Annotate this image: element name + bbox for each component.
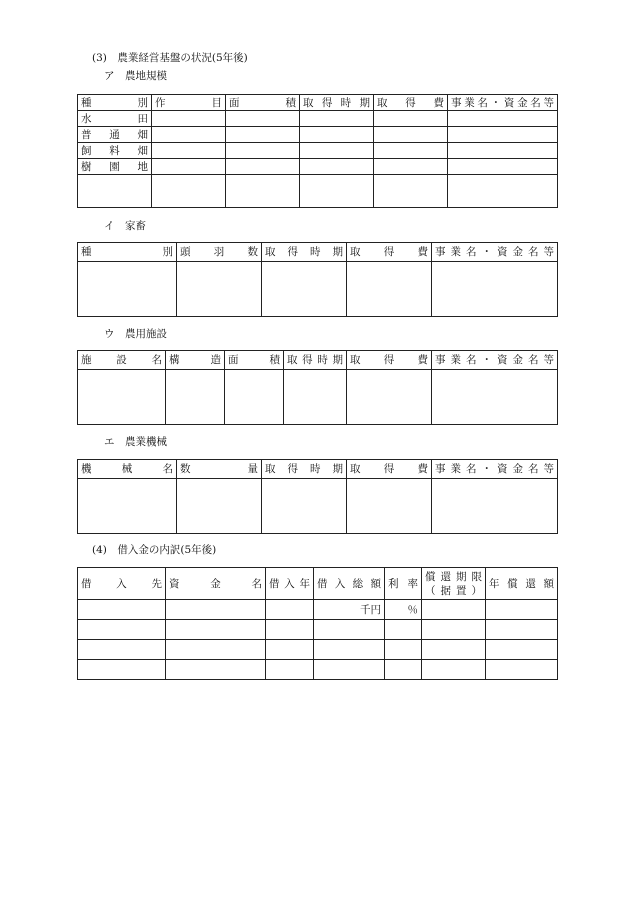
cell[interactable]	[78, 175, 152, 208]
cell[interactable]	[78, 620, 166, 640]
cell[interactable]	[262, 262, 347, 317]
cell[interactable]	[347, 262, 432, 317]
header-acq-cost: 取 得 費	[347, 460, 432, 479]
cell[interactable]	[300, 127, 374, 143]
section-3-title: (3) 農業経営基盤の状況(5年後)	[92, 52, 248, 64]
table-row	[78, 159, 558, 175]
cell[interactable]	[152, 127, 226, 143]
cell[interactable]	[486, 620, 558, 640]
cell[interactable]	[432, 262, 558, 317]
cell[interactable]	[300, 111, 374, 127]
cell[interactable]	[374, 111, 448, 127]
facilities-title: ウ 農用施設	[104, 328, 167, 340]
header-lender: 借 入 先	[78, 568, 166, 600]
header-structure: 構 造	[166, 351, 225, 370]
repayment-term-label: 償還期限	[425, 570, 482, 583]
table-row	[78, 143, 558, 159]
cell[interactable]	[486, 600, 558, 620]
cell[interactable]	[374, 159, 448, 175]
cell[interactable]	[152, 159, 226, 175]
cell[interactable]	[300, 159, 374, 175]
cell[interactable]	[78, 660, 166, 680]
cell[interactable]	[374, 143, 448, 159]
cell[interactable]	[347, 370, 432, 425]
header-machine-name: 機 械 名	[78, 460, 177, 479]
cell[interactable]	[432, 370, 558, 425]
amount-unit: 千円	[314, 600, 385, 620]
header-area: 面 積	[225, 351, 284, 370]
table-row	[78, 479, 558, 534]
loan-table	[77, 567, 558, 680]
header-interest-rate: 利率	[385, 568, 422, 600]
machinery-title: エ 農業機械	[104, 436, 167, 448]
cell[interactable]	[78, 479, 177, 534]
cell[interactable]	[314, 620, 385, 640]
cell[interactable]	[266, 620, 314, 640]
cell[interactable]	[78, 262, 177, 317]
header-acq-cost: 取 得 費	[347, 243, 432, 262]
table-row	[78, 262, 558, 317]
header-loan-year: 借入年	[266, 568, 314, 600]
cell[interactable]	[78, 370, 166, 425]
cell[interactable]	[266, 640, 314, 660]
table-header-row	[78, 243, 558, 262]
header-fund-name: 資 金 名	[166, 568, 266, 600]
table-header-row	[78, 95, 558, 111]
header-type: 種 別	[78, 95, 152, 111]
cell[interactable]	[314, 640, 385, 660]
cell[interactable]	[448, 127, 558, 143]
cell[interactable]	[166, 640, 266, 660]
farmland-table	[77, 94, 558, 208]
cell[interactable]	[486, 660, 558, 680]
table-row	[78, 370, 558, 425]
header-head-count: 頭 羽 数	[177, 243, 262, 262]
header-repayment-term	[422, 568, 486, 600]
cell[interactable]	[300, 175, 374, 208]
cell[interactable]	[226, 159, 300, 175]
cell[interactable]	[225, 370, 284, 425]
section-4-title: (4) 借入金の内訳(5年後)	[92, 544, 217, 556]
header-acq-period: 取得時期	[300, 95, 374, 111]
header-program: 事業名・資金名等	[432, 351, 558, 370]
cell[interactable]	[347, 479, 432, 534]
cell[interactable]	[226, 111, 300, 127]
cell[interactable]	[374, 127, 448, 143]
header-quantity: 数 量	[177, 460, 262, 479]
row-label: 樹 園 地	[78, 159, 152, 175]
row-label: 飼 料 畑	[78, 143, 152, 159]
cell[interactable]	[448, 159, 558, 175]
cell[interactable]	[448, 143, 558, 159]
cell[interactable]	[422, 600, 486, 620]
cell[interactable]	[166, 660, 266, 680]
table-header-row	[78, 568, 558, 600]
header-annual-repayment: 年償還額	[486, 568, 558, 600]
header-area: 面 積	[226, 95, 300, 111]
table-row	[78, 111, 558, 127]
header-acq-cost: 取 得 費	[347, 351, 432, 370]
header-acq-cost: 取得費	[374, 95, 448, 111]
rate-unit: ％	[385, 600, 422, 620]
cell[interactable]	[422, 660, 486, 680]
table-row	[78, 175, 558, 208]
cell[interactable]	[226, 175, 300, 208]
cell[interactable]	[385, 660, 422, 680]
cell[interactable]	[448, 111, 558, 127]
cell[interactable]	[374, 175, 448, 208]
table-header-row	[78, 351, 558, 370]
cell[interactable]	[385, 620, 422, 640]
cell[interactable]	[266, 660, 314, 680]
livestock-title: イ 家畜	[104, 220, 146, 232]
cell[interactable]	[422, 640, 486, 660]
header-program: 事業名・資金名等	[432, 460, 558, 479]
cell[interactable]	[166, 620, 266, 640]
table-row	[78, 660, 558, 680]
cell[interactable]	[432, 479, 558, 534]
table-row	[78, 127, 558, 143]
cell[interactable]	[166, 600, 266, 620]
cell[interactable]	[266, 600, 314, 620]
cell[interactable]	[78, 600, 166, 620]
cell[interactable]	[314, 660, 385, 680]
cell[interactable]	[486, 640, 558, 660]
cell[interactable]	[152, 175, 226, 208]
table-row	[78, 600, 558, 620]
header-type: 種 別	[78, 243, 177, 262]
header-program: 事業名・資金名等	[448, 95, 558, 111]
cell[interactable]	[152, 143, 226, 159]
grace-period-label: （据置）	[425, 584, 482, 597]
livestock-table	[77, 242, 558, 317]
cell[interactable]	[166, 370, 225, 425]
header-acq-period: 取得時期	[284, 351, 347, 370]
facilities-table	[77, 350, 558, 425]
farmland-title: ア 農地規模	[104, 70, 167, 82]
cell[interactable]	[152, 111, 226, 127]
cell[interactable]	[226, 143, 300, 159]
table-row	[78, 620, 558, 640]
cell[interactable]	[78, 640, 166, 660]
cell[interactable]	[262, 479, 347, 534]
header-acq-period: 取得時期	[262, 243, 347, 262]
header-facility-name: 施 設 名	[78, 351, 166, 370]
header-crop: 作 目	[152, 95, 226, 111]
cell[interactable]	[284, 370, 347, 425]
header-acq-period: 取得時期	[262, 460, 347, 479]
row-label: 水 田	[78, 111, 152, 127]
cell[interactable]	[422, 620, 486, 640]
cell[interactable]	[448, 175, 558, 208]
table-row	[78, 640, 558, 660]
machinery-table	[77, 459, 558, 534]
row-label: 普 通 畑	[78, 127, 152, 143]
cell[interactable]	[300, 143, 374, 159]
cell[interactable]	[177, 479, 262, 534]
header-total-amount: 借入総額	[314, 568, 385, 600]
cell[interactable]	[226, 127, 300, 143]
cell[interactable]	[177, 262, 262, 317]
header-program: 事業名・資金名等	[432, 243, 558, 262]
cell[interactable]	[385, 640, 422, 660]
table-header-row	[78, 460, 558, 479]
